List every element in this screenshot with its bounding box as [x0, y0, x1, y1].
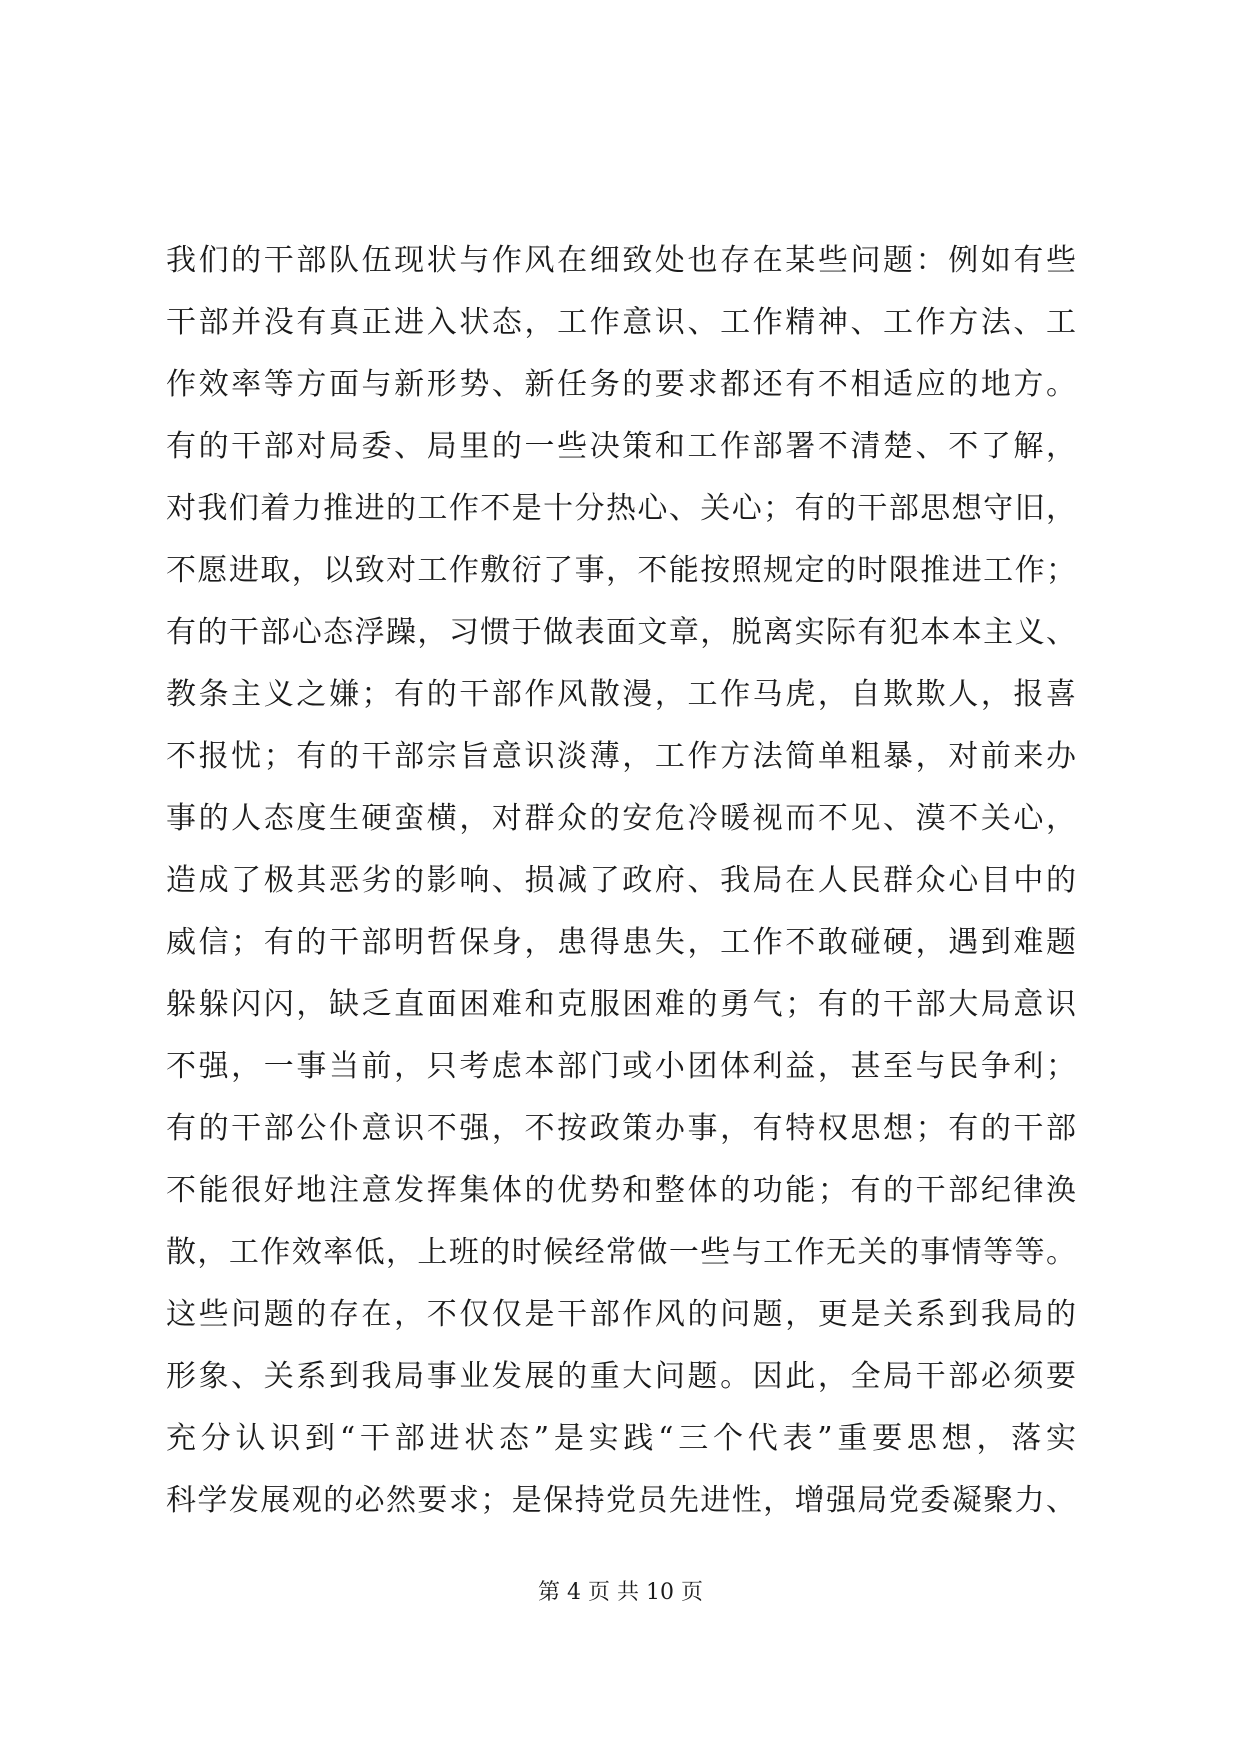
text-line: 威信；有的干部明哲保身，患得患失，工作不敢碰硬，遇到难题	[166, 925, 1076, 960]
text-line: 不愿进取，以致对工作敷衍了事，不能按照规定的时限推进工作；	[166, 553, 1076, 588]
text-line: 躲躲闪闪，缺乏直面困难和克服困难的勇气；有的干部大局意识	[166, 987, 1076, 1022]
body-text	[166, 230, 1076, 1532]
text-line: 散，工作效率低，上班的时候经常做一些与工作无关的事情等等。	[166, 1235, 1076, 1270]
text-line: 形象、关系到我局事业发展的重大问题。因此，全局干部必须要	[166, 1359, 1076, 1394]
text-line: 充分认识到“干部进状态”是实践“三个代表”重要思想，落实	[166, 1421, 1076, 1456]
text-line: 我们的干部队伍现状与作风在细致处也存在某些问题：例如有些	[166, 243, 1076, 278]
text-line: 造成了极其恶劣的影响、损减了政府、我局在人民群众心目中的	[166, 863, 1076, 898]
text-line: 有的干部公仆意识不强，不按政策办事，有特权思想；有的干部	[166, 1111, 1076, 1146]
text-line: 教条主义之嫌；有的干部作风散漫，工作马虎，自欺欺人，报喜	[166, 677, 1076, 712]
text-line: 不能很好地注意发挥集体的优势和整体的功能；有的干部纪律涣	[166, 1173, 1076, 1208]
page-number: 第 4 页 共 10 页	[538, 1580, 703, 1605]
text-line: 科学发展观的必然要求；是保持党员先进性，增强局党委凝聚力、	[166, 1483, 1076, 1518]
text-line: 不报忧；有的干部宗旨意识淡薄，工作方法简单粗暴，对前来办	[166, 739, 1076, 774]
text-line: 有的干部心态浮躁，习惯于做表面文章，脱离实际有犯本本主义、	[166, 615, 1076, 650]
text-line: 有的干部对局委、局里的一些决策和工作部署不清楚、不了解，	[166, 429, 1076, 464]
text-line: 事的人态度生硬蛮横，对群众的安危冷暖视而不见、漠不关心，	[166, 801, 1076, 836]
text-line: 作效率等方面与新形势、新任务的要求都还有不相适应的地方。	[166, 367, 1076, 402]
text-line: 这些问题的存在，不仅仅是干部作风的问题，更是关系到我局的	[166, 1297, 1076, 1332]
text-line: 不强，一事当前，只考虑本部门或小团体利益，甚至与民争利；	[166, 1049, 1076, 1084]
text-line: 干部并没有真正进入状态，工作意识、工作精神、工作方法、工	[166, 305, 1076, 340]
text-line: 对我们着力推进的工作不是十分热心、关心；有的干部思想守旧，	[166, 491, 1076, 526]
